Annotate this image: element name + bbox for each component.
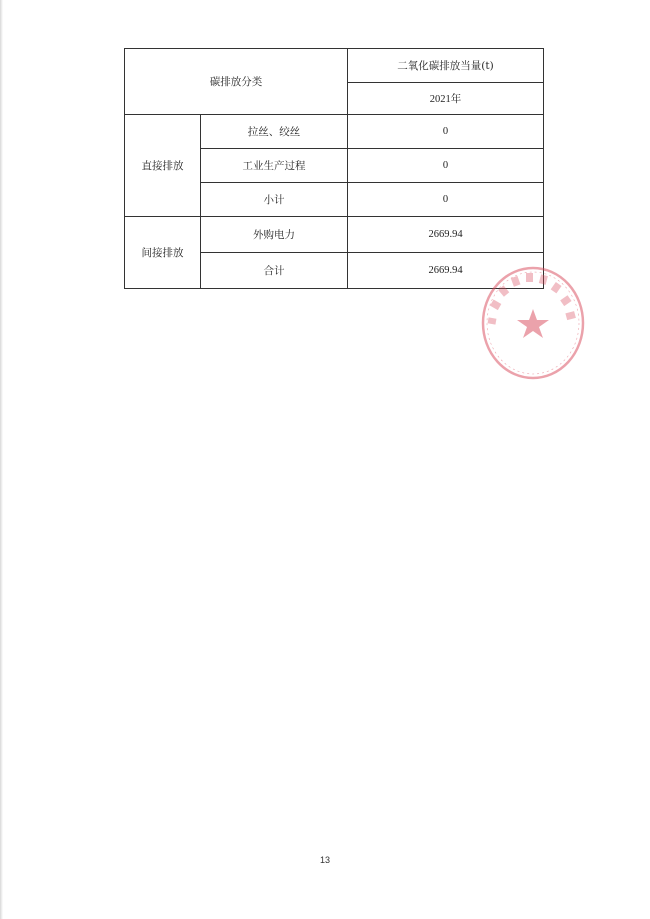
- group-label-indirect: 间接排放: [125, 217, 201, 289]
- row-item: 拉丝、绞丝: [201, 115, 348, 149]
- table-header-row: [125, 49, 544, 83]
- row-value: 0: [348, 149, 544, 183]
- header-year: 2021年: [348, 83, 544, 115]
- seal-star-icon: [517, 309, 549, 338]
- row-item: 合计: [201, 253, 348, 289]
- row-value: 2669.94: [348, 253, 544, 289]
- table-row: [125, 115, 544, 149]
- row-value: 2669.94: [348, 217, 544, 253]
- group-label-direct: 直接排放: [125, 115, 201, 217]
- header-category: 碳排放分类: [125, 49, 348, 115]
- row-item: 外购电力: [201, 217, 348, 253]
- row-item: 工业生产过程: [201, 149, 348, 183]
- carbon-emissions-table: [124, 48, 544, 289]
- row-value: 0: [348, 183, 544, 217]
- company-seal-stamp: [478, 263, 588, 383]
- row-item: 小计: [201, 183, 348, 217]
- header-measure: 二氧化碳排放当量(t): [348, 49, 544, 83]
- table-row: [125, 217, 544, 253]
- page-number: 13: [319, 855, 330, 865]
- scan-edge: [0, 0, 3, 919]
- row-value: 0: [348, 115, 544, 149]
